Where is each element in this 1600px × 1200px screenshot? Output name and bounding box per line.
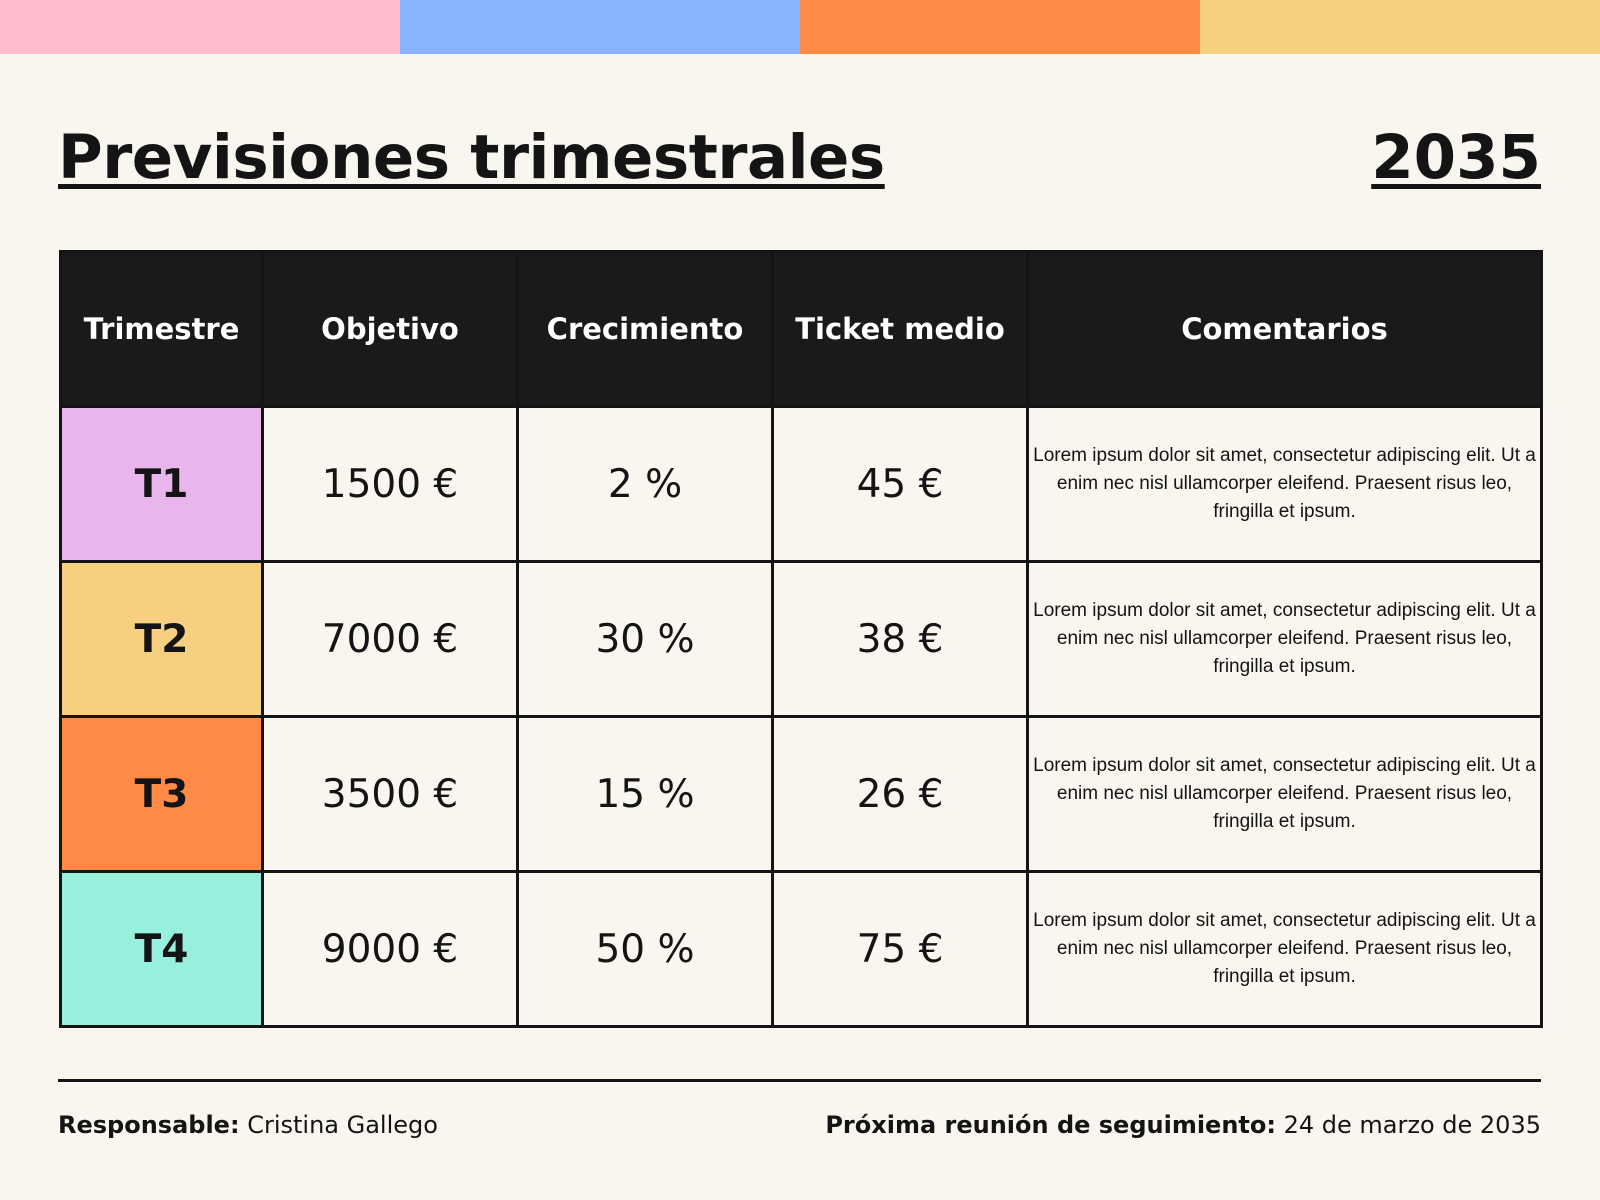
growth-cell: 15 % [518,717,773,872]
header-crecimiento: Crecimiento [518,252,773,407]
stripe-segment-orange [800,0,1200,54]
stripe-segment-pink [0,0,400,54]
target-cell: 1500 € [263,407,518,562]
ticket-cell: 38 € [773,562,1028,717]
header-objetivo: Objetivo [263,252,518,407]
quarter-cell: T3 [61,717,263,872]
quarter-cell: T1 [61,407,263,562]
footer-next-meeting [825,1110,1541,1140]
header-comentarios: Comentarios [1028,252,1542,407]
stripe-segment-blue [400,0,800,54]
target-cell: 7000 € [263,562,518,717]
table-header-row [61,252,1542,407]
table-row [61,407,1542,562]
ticket-cell: 26 € [773,717,1028,872]
table-row [61,872,1542,1027]
quarter-cell: T2 [61,562,263,717]
comment-cell: Lorem ipsum dolor sit amet, consectetur adipiscing elit. Ut a enim nec nisl ullamcorper eleifend. Praesent risus leo, fringilla et ipsum. [1028,872,1542,1027]
header-ticket-medio: Ticket medio [773,252,1028,407]
header-trimestre: Trimestre [61,252,263,407]
growth-cell: 30 % [518,562,773,717]
owner-label: Responsable: [58,1111,240,1139]
ticket-cell: 45 € [773,407,1028,562]
footer-owner [58,1110,438,1140]
growth-cell: 50 % [518,872,773,1027]
meeting-label: Próxima reunión de seguimiento: [825,1111,1276,1139]
page-title: Previsiones trimestrales [58,122,885,193]
ticket-cell: 75 € [773,872,1028,1027]
stripe-segment-yellow [1200,0,1600,54]
table-row [61,717,1542,872]
comment-cell: Lorem ipsum dolor sit amet, consectetur adipiscing elit. Ut a enim nec nisl ullamcorper eleifend. Praesent risus leo, fringilla et ipsum. [1028,407,1542,562]
comment-cell: Lorem ipsum dolor sit amet, consectetur adipiscing elit. Ut a enim nec nisl ullamcorper eleifend. Praesent risus leo, fringilla et ipsum. [1028,717,1542,872]
target-cell: 3500 € [263,717,518,872]
table-row [61,562,1542,717]
owner-name: Cristina Gallego [247,1111,438,1139]
target-cell: 9000 € [263,872,518,1027]
top-color-stripe [0,0,1600,54]
comment-cell: Lorem ipsum dolor sit amet, consectetur adipiscing elit. Ut a enim nec nisl ullamcorper eleifend. Praesent risus leo, fringilla et ipsum. [1028,562,1542,717]
meeting-date: 24 de marzo de 2035 [1283,1111,1541,1139]
quarter-cell: T4 [61,872,263,1027]
growth-cell: 2 % [518,407,773,562]
forecast-table [59,250,1543,1028]
footer-divider [58,1079,1541,1082]
year-label: 2035 [1371,122,1541,193]
